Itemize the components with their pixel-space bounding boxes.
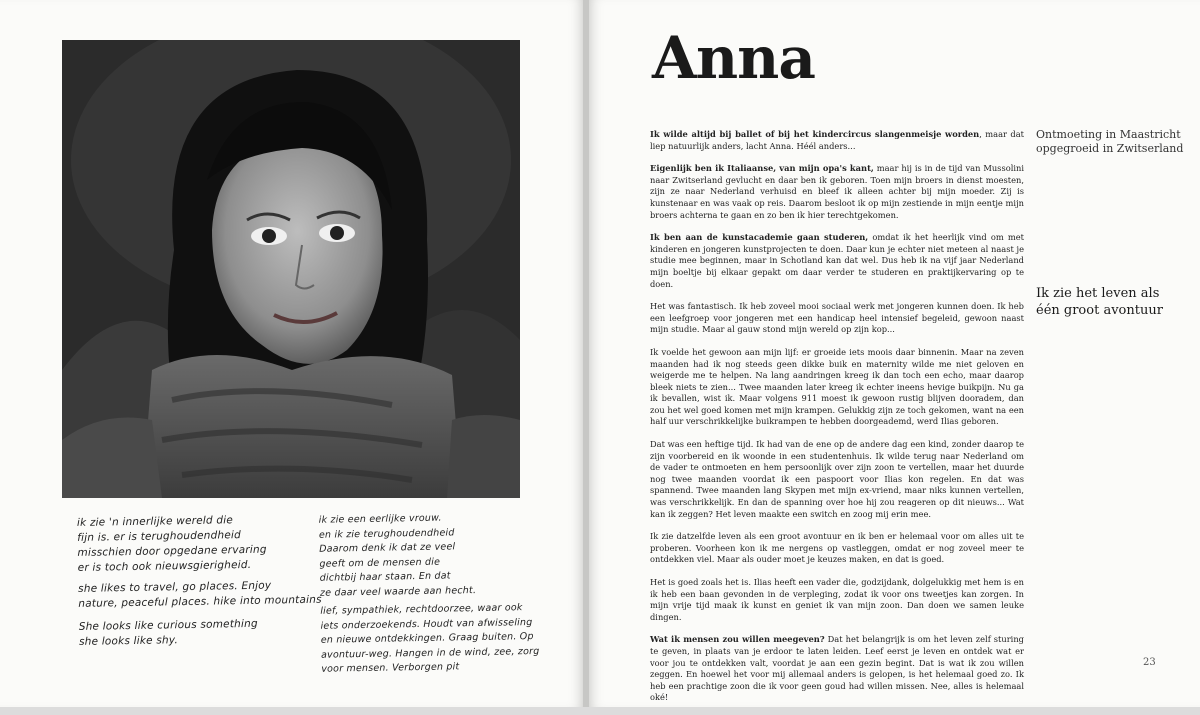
paragraph-lead: Wat ik mensen zou willen meegeven? — [650, 634, 825, 645]
handwriting-line: en nieuwe ontdekkingen. Graag buiten. Op — [320, 631, 534, 646]
left-page — [0, 0, 583, 707]
portrait-photo — [62, 40, 520, 498]
paragraph — [650, 232, 1024, 290]
page-title: Anna — [652, 24, 815, 92]
paragraph — [650, 347, 1024, 428]
article-body — [650, 129, 1024, 715]
handwriting-line: misschien door opgedane ervaring — [77, 543, 267, 559]
handwritten-note-right — [318, 510, 540, 677]
handwriting-line: dichtbij haar staan. En dat — [319, 570, 451, 584]
handwriting-line: ik zie een eerlijke vrouw. — [318, 512, 442, 526]
handwriting-line: geeft om de mensen die — [319, 556, 441, 570]
portrait-illustration — [62, 40, 520, 498]
pull-quote-line: Ik zie het leven als — [1036, 286, 1160, 301]
pull-quote — [1036, 285, 1186, 319]
page-number: 23 — [1143, 657, 1156, 668]
paragraph-text: Het is goed zoals het is. Ilias heeft een vader die, godzijdank, dolgelukkig met hem is en ik heb een baan gevonden in de verpleging, zodat ik voor ons tweetjes kan zorgen. In mijn vrije tijd maak ik kunst en geniet ik van mijn zoon. Dan doen we samen leuke dingen. — [650, 577, 1024, 622]
handwriting-line: ik zie 'n innerlijke wereld die — [76, 514, 234, 529]
paragraph-lead: Ik wilde altijd bij ballet of bij het kindercircus slangenmeisje worden — [650, 129, 980, 139]
paragraph-text: Ik zie datzelfde leven als een groot avontuur en ik ben er helemaal voor om alles uit te proberen. Voorheen kon ik me nergens op vastleggen, omdat er nog zoveel meer te ontdekken viel. Maar als ouder moet je keuzes maken, en dat is goed. — [650, 531, 1024, 565]
handwriting-line: ze daar veel waarde aan hecht. — [319, 584, 477, 599]
meta-line: Ontmoeting in Maastricht — [1036, 128, 1181, 141]
handwriting-line: nature, peaceful places. hike into mountains — [78, 593, 322, 610]
paragraph-lead: Eigenlijk ben ik Italiaanse, van mijn opa's kant, — [650, 163, 874, 174]
paragraph-text: Dat het belangrijk is om het leven zelf sturing te geven, in plaats van je erdoor te laten leiden. Leef eerst je leven en ontdek wat er voor jou te ontdekken valt, voordat je aan een gezin begint. Dat is wat ik zou willen zeggen. En hoewel het voor mij allemaal anders is gelopen, is het helemaal goed zo. Ik heb een prachtige zoon die ik voor geen goud had willen missen. Nee, alles is helemaal oké! — [650, 634, 1024, 703]
handwriting-line: fijn is. er is terughoudendheid — [77, 529, 242, 544]
handwriting-line: er is toch ook nieuwsgierigheid. — [77, 558, 252, 574]
handwriting-line: voor mensen. Verborgen pit — [321, 661, 460, 675]
meta-line: opgegroeid in Zwitserland — [1036, 142, 1184, 155]
paragraph — [650, 531, 1024, 566]
paragraph-text: Ik voelde het gewoon aan mijn lijf: er groeide iets moois daar binnenin. Maar na zeven maanden had ik nog steeds geen dikke buik en maternity wilde me niet geloven en weigerde me te helpen. Na lang aandringen kreeg ik dan toch een echo, maar daarop bleek niets te zien... Twee maanden later kreeg ik echter ineens hevige buikpijn. Nu ga ik bevallen, wist ik. Maar volgens 911 moest ik gewoon rustig blijven dooradem, dan zou het wel goed komen met mijn krampen. Gelukkig zijn ze toch gekomen, want na een half uur verschrikkelijke buikrampen te hebben doorgeademd, werd Ilias geboren. — [650, 346, 1024, 427]
handwriting-line: lief, sympathiek, rechtdoorzee, waar ook — [320, 602, 523, 617]
pull-quote-line: één groot avontuur — [1036, 303, 1163, 318]
handwriting-line: iets onderzoekends. Houdt van afwisseling — [320, 616, 533, 632]
handwriting-line: Daarom denk ik dat ze veel — [319, 541, 456, 555]
handwriting-line: she likes to travel, go places. Enjoy — [78, 579, 272, 595]
paragraph — [650, 577, 1024, 623]
paragraph-text: Dat was een heftige tijd. Ik had van de ene op de andere dag een kind, zonder daarop te zijn voorbereid en ik woonde in een studentenhuis. Ik wilde terug naar Nederland om de vader te ontmoeten en hem persoonlijk over zijn zoon te vertellen, maar het duurde nog twee maanden voordat ik een paspoort voor Ilias kon regelen. En dat was spannend. Twee maanden lang Skypen met mijn ex-vriend, maar niks kunnen vertellen, was verschrikkelijk. En dan de spanning over hoe hij zou reageren op dit nieuws... Wat kan ik zeggen? Het leven maakte een switch en zoog mij erin mee. — [650, 439, 1024, 519]
paragraph-lead: Ik ben aan de kunstacademie gaan studeren, — [650, 232, 869, 243]
paragraph — [650, 163, 1024, 221]
paragraph-text: maar hij is in de tijd van Mussolini naar Zwitserland gevlucht en daar ben ik geboren. Toen mijn broers in dienst moesten, zijn ze naar Nederland verhuisd en bleef ik alleen achter bij mijn moeder. Zij is kunstenaar en was vaak op reis. Daarom besloot ik op mijn zestiende in mijn eentje mijn broers achterna te gaan en zo ben ik hier terechtgekomen. — [650, 163, 1024, 220]
handwriting-line: she looks like shy. — [78, 634, 179, 648]
paragraph — [650, 301, 1024, 336]
paragraph — [650, 129, 1024, 152]
paragraph-text: , maar dat liep natuurlijk anders, lacht Anna. Héél anders... — [650, 129, 1024, 151]
paragraph — [650, 634, 1024, 704]
handwritten-note-left — [76, 512, 322, 650]
paragraph-text: omdat ik het heerlijk vind om met kinderen en jongeren kunstprojecten te doen. Daar kun je echter niet meteen al naast je studie mee beginnen, maar in Schotland kan dat wel. Dus heb ik na vijf jaar Nederland mijn boeltje bij elkaar gepakt om daar verder te studeren en praktijkervaring op te doen. — [650, 232, 1024, 289]
handwriting-line: en ik zie terughoudendheid — [318, 526, 455, 541]
paragraph-text: Het was fantastisch. Ik heb zoveel mooi sociaal werk met jongeren kunnen doen. Ik heb een leefgroep voor jongeren met een handicap heel intensief begeleid, gewoon naast mijn studie. Maar al gauw stond mijn wereld op zijn kop... — [650, 301, 1024, 335]
meta-note — [1036, 128, 1186, 156]
handwriting-line: She looks like curious something — [78, 617, 258, 633]
paragraph — [650, 439, 1024, 520]
handwriting-line: avontuur-weg. Hangen in de wind, zee, zorg — [320, 645, 540, 661]
